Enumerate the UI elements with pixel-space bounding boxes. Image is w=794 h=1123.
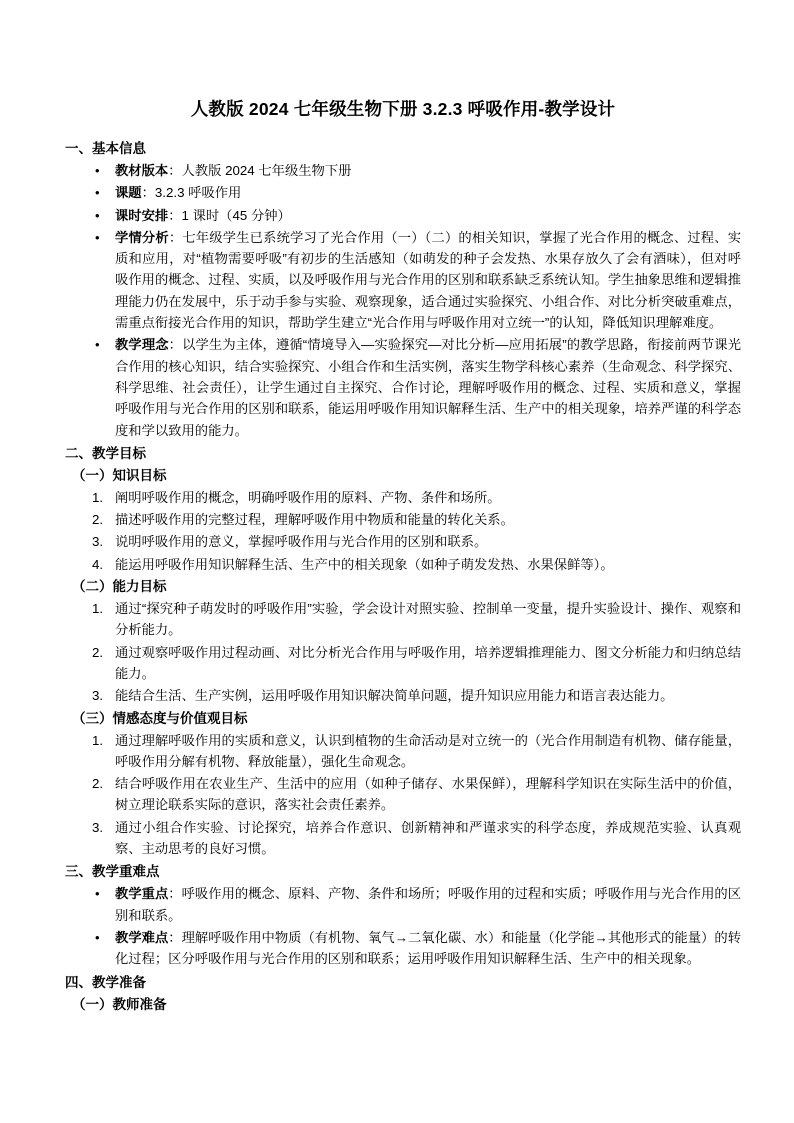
- list-item: [65, 883, 741, 926]
- list-item: [65, 205, 741, 226]
- list-item: 能结合生活、生产实例，运用呼吸作用知识解决简单问题，提升知识应用能力和语言表达能力。: [115, 688, 674, 704]
- item-text: 七年级学生已系统学习了光合作用（一）（二）的相关知识，掌握了光合作用的概念、过程、实质和应用，对“植物需要呼吸”有初步的生活感知（如萌发的种子会发热、水果存放久了会有酒味），但对呼吸作用的概念、过程、实质，以及呼吸作用与光合作用的区别和联系缺乏系统认知。学生抽象思维和逻辑推理能力仍在发展中，乐于动手参与实验、观察现象，适合通过实验探究、小组合作、对比分析突破重难点，需重点衔接光合作用的知识，帮助学生建立“光合作用与呼吸作用对立统一”的认知，降低知识理解难度。: [115, 229, 741, 331]
- list-item: 结合呼吸作用在农业生产、生活中的应用（如种子储存、水果保鲜），理解科学知识在实际生活中的价值，树立理论联系实际的意识，落实社会责任素养。: [115, 776, 741, 813]
- page-title: 人教版 2024 七年级生物下册 3.2.3 呼吸作用-教学设计: [190, 99, 616, 119]
- list-item: 通过“探究种子萌发时的呼吸作用”实验，学会设计对照实验、控制单一变量，提升实验设计、操作、观察和分析能力。: [115, 601, 741, 638]
- item-text: 理解呼吸作用中物质（有机物、氧气→二氧化碳、水）和能量（化学能→其他形式的能量）的转化过程；区分呼吸作用与光合作用的区别和联系；运用呼吸作用知识解释生活、生产中的相关现象。: [115, 929, 742, 967]
- list-item: [65, 227, 741, 333]
- item-separator: ：: [168, 337, 183, 353]
- section-heading-key-difficult-points: 三、教学重难点: [65, 864, 160, 880]
- item-text: 以学生为主体，遵循“情境导入—实验探究—对比分析—应用拓展”的教学思路，衔接前两节课光合作用的核心知识，结合实验探究、小组合作和生活实例，落实生物学科核心素养（生命观念、科学探究、科学思维、社会责任），让学生通过自主探究、合作讨论，理解呼吸作用的概念、过程、实质和意义，掌握呼吸作用与光合作用的区别和联系，能运用呼吸作用知识解释生活、生产中的相关现象，培养严谨的科学态度和学以致用的能力。: [115, 337, 742, 438]
- item-label: 学情分析: [115, 229, 169, 245]
- item-label: 教学理念: [115, 337, 169, 353]
- item-label: 教学难点: [115, 929, 169, 945]
- item-separator: ：: [168, 929, 182, 945]
- list-item: 通过理解呼吸作用的实质和意义，认识到植物的生命活动是对立统一的（光合作用制造有机物、储存能量，呼吸作用分解有机物、释放能量），强化生命观念。: [115, 732, 741, 769]
- item-label: 课题: [115, 185, 142, 201]
- item-separator: ：: [168, 163, 182, 178]
- item-text: 1 课时（45 分钟）: [181, 207, 291, 223]
- list-item: [65, 160, 741, 181]
- basic-info-list: [65, 160, 741, 441]
- item-separator: ：: [168, 229, 183, 245]
- item-separator: ：: [168, 207, 182, 223]
- item-label: 教学重点: [115, 886, 169, 902]
- subsection-heading-attitude-objectives: （三）情感态度与价值观目标: [72, 710, 248, 726]
- attitude-objectives-list: [65, 730, 741, 860]
- list-item: [65, 182, 741, 203]
- subsection-heading-teacher-preparation: （一）教师准备: [72, 996, 167, 1012]
- item-label: 课时安排: [115, 207, 169, 223]
- subsection-heading-ability-objectives: （二）能力目标: [72, 579, 167, 595]
- subsection-heading-knowledge-objectives: （一）知识目标: [72, 467, 167, 483]
- list-item: 描述呼吸作用的完整过程，理解呼吸作用中物质和能量的转化关系。: [115, 512, 514, 528]
- knowledge-objectives-list: [65, 487, 741, 575]
- list-item: 阐明呼吸作用的概念，明确呼吸作用的原料、产物、条件和场所。: [115, 489, 501, 505]
- item-separator: ：: [141, 185, 155, 201]
- item-separator: ：: [168, 886, 182, 902]
- item-text: 呼吸作用的概念、原料、产物、条件和场所；呼吸作用的过程和实质；呼吸作用与光合作用的区别和联系。: [115, 886, 742, 923]
- section-heading-teaching-objectives: 二、教学目标: [65, 445, 146, 461]
- section-heading-teaching-preparation: 四、教学准备: [65, 974, 146, 990]
- list-item: 能运用呼吸作用知识解释生活、生产中的相关现象（如种子萌发发热、水果保鲜等）。: [115, 556, 614, 572]
- item-label: 教材版本: [115, 163, 169, 178]
- document-body: [65, 96, 741, 1016]
- section-heading-basic-info: 一、基本信息: [65, 141, 146, 156]
- list-item: 说明呼吸作用的意义，掌握呼吸作用与光合作用的区别和联系。: [115, 534, 488, 550]
- list-item: 通过观察呼吸作用过程动画、对比分析光合作用与呼吸作用，培养逻辑推理能力、图文分析能力和归纳总结能力。: [115, 644, 741, 681]
- item-text: 3.2.3 呼吸作用: [154, 185, 242, 201]
- list-item: 通过小组合作实验、讨论探究，培养合作意识、创新精神和严谨求实的科学态度，养成规范实验、认真观察、主动思考的良好习惯。: [115, 819, 741, 857]
- ability-objectives-list: [65, 598, 741, 706]
- list-item: [65, 927, 741, 970]
- list-item: [65, 334, 741, 440]
- key-difficult-points-list: [65, 883, 741, 969]
- item-text: 人教版 2024 七年级生物下册: [181, 163, 352, 178]
